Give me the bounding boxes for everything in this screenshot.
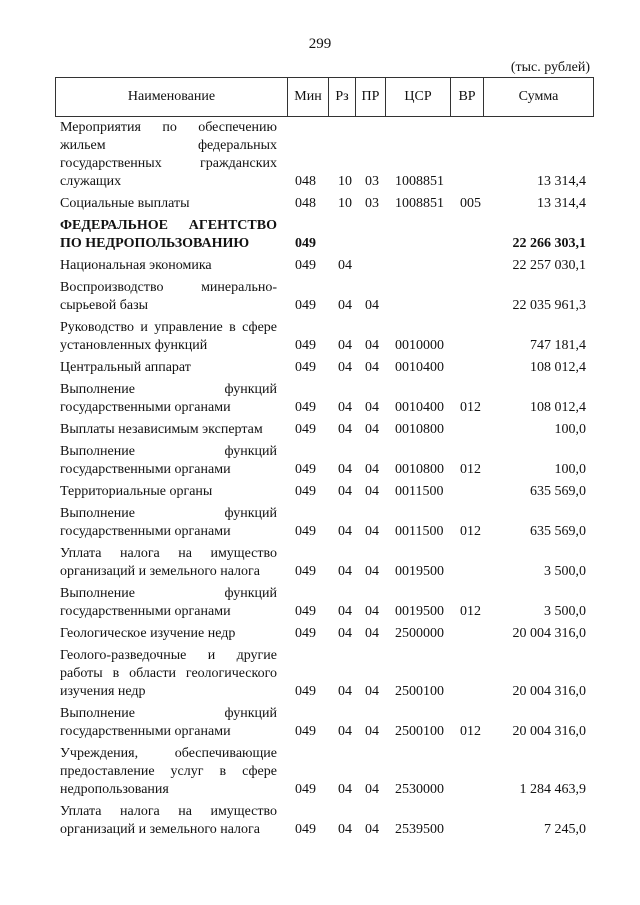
table-row bbox=[55, 217, 593, 253]
table-row bbox=[55, 545, 593, 581]
row-name-line: Руководство и управление в сфере bbox=[60, 320, 277, 335]
row-name bbox=[55, 483, 277, 501]
row-name-line: жильем федеральных bbox=[60, 138, 277, 153]
row-name-line: государственными органами bbox=[60, 724, 231, 739]
row-rz: 04 bbox=[338, 782, 352, 797]
row-min: 049 bbox=[295, 604, 316, 619]
row-min: 049 bbox=[295, 236, 316, 251]
table-row bbox=[55, 195, 593, 213]
row-pr: 04 bbox=[365, 782, 379, 797]
row-min: 049 bbox=[295, 484, 316, 499]
row-name-line: Уплата налога на имущество bbox=[60, 804, 277, 819]
row-pr: 04 bbox=[365, 298, 379, 313]
row-min: 049 bbox=[295, 564, 316, 579]
row-name bbox=[55, 359, 277, 377]
row-name-line: организаций и земельного налога bbox=[60, 564, 260, 579]
row-csr: 2500000 bbox=[395, 626, 444, 641]
row-csr: 1008851 bbox=[395, 174, 444, 189]
row-name-line: Выполнение функций bbox=[60, 506, 277, 521]
row-name bbox=[55, 625, 277, 643]
row-csr: 0019500 bbox=[395, 564, 444, 579]
row-pr: 04 bbox=[365, 684, 379, 699]
row-rz: 04 bbox=[338, 484, 352, 499]
row-min: 049 bbox=[295, 400, 316, 415]
row-pr: 03 bbox=[365, 196, 379, 211]
row-name bbox=[55, 705, 277, 741]
row-csr: 0010400 bbox=[395, 400, 444, 415]
header-csr: ЦСР bbox=[386, 78, 451, 117]
row-sum: 1 284 463,9 bbox=[519, 782, 586, 797]
row-name-line: ФЕДЕРАЛЬНОЕ АГЕНТСТВО bbox=[60, 218, 277, 233]
row-min: 048 bbox=[295, 196, 316, 211]
row-name-line: Учреждения, обеспечивающие bbox=[60, 746, 277, 761]
header-min: Мин bbox=[288, 78, 329, 117]
row-name bbox=[55, 119, 277, 191]
table-row bbox=[55, 705, 593, 741]
row-vr: 012 bbox=[460, 524, 481, 539]
row-csr: 2539500 bbox=[395, 822, 444, 837]
row-min: 049 bbox=[295, 338, 316, 353]
row-name-line: государственными органами bbox=[60, 604, 231, 619]
table-row bbox=[55, 647, 593, 701]
row-name bbox=[55, 279, 277, 315]
row-vr: 012 bbox=[460, 604, 481, 619]
row-rz: 04 bbox=[338, 822, 352, 837]
row-rz: 04 bbox=[338, 422, 352, 437]
table-row bbox=[55, 625, 593, 643]
row-name-line: Уплата налога на имущество bbox=[60, 546, 277, 561]
row-min: 049 bbox=[295, 422, 316, 437]
header-rz: Рз bbox=[329, 78, 356, 117]
table-row bbox=[55, 803, 593, 839]
row-rz: 04 bbox=[338, 338, 352, 353]
row-csr: 2500100 bbox=[395, 684, 444, 699]
row-sum: 20 004 316,0 bbox=[512, 684, 586, 699]
row-name-line: Воспроизводство минерально- bbox=[60, 280, 277, 295]
row-pr: 04 bbox=[365, 422, 379, 437]
row-sum: 747 181,4 bbox=[530, 338, 586, 353]
row-name bbox=[55, 585, 277, 621]
row-rz: 04 bbox=[338, 604, 352, 619]
table-row bbox=[55, 279, 593, 315]
table-row bbox=[55, 443, 593, 479]
row-sum: 13 314,4 bbox=[537, 196, 586, 211]
row-name-line: недропользования bbox=[60, 782, 169, 797]
row-sum: 22 266 303,1 bbox=[512, 236, 586, 251]
row-csr: 1008851 bbox=[395, 196, 444, 211]
row-sum: 100,0 bbox=[554, 422, 586, 437]
row-name-line: Территориальные органы bbox=[60, 484, 213, 499]
row-min: 049 bbox=[295, 626, 316, 641]
row-min: 049 bbox=[295, 462, 316, 477]
row-name bbox=[55, 443, 277, 479]
row-pr: 04 bbox=[365, 462, 379, 477]
row-pr: 03 bbox=[365, 174, 379, 189]
row-pr: 04 bbox=[365, 484, 379, 499]
row-pr: 04 bbox=[365, 822, 379, 837]
row-sum: 635 569,0 bbox=[530, 524, 586, 539]
row-min: 048 bbox=[295, 174, 316, 189]
row-sum: 3 500,0 bbox=[544, 564, 586, 579]
row-sum: 22 257 030,1 bbox=[512, 258, 586, 273]
row-name-line: изучения недр bbox=[60, 684, 146, 699]
row-sum: 20 004 316,0 bbox=[512, 724, 586, 739]
row-name bbox=[55, 319, 277, 355]
row-name-line: сырьевой базы bbox=[60, 298, 148, 313]
row-name bbox=[55, 217, 277, 253]
row-pr: 04 bbox=[365, 338, 379, 353]
row-min: 049 bbox=[295, 782, 316, 797]
row-sum: 108 012,4 bbox=[530, 360, 586, 375]
table-row bbox=[55, 257, 593, 275]
row-min: 049 bbox=[295, 298, 316, 313]
row-csr: 2530000 bbox=[395, 782, 444, 797]
row-csr: 0010800 bbox=[395, 422, 444, 437]
row-name-line: работы в области геологического bbox=[60, 666, 277, 681]
row-name-line: организаций и земельного налога bbox=[60, 822, 260, 837]
row-rz: 04 bbox=[338, 684, 352, 699]
row-name-line: Выполнение функций bbox=[60, 586, 277, 601]
row-csr: 0019500 bbox=[395, 604, 444, 619]
row-rz: 04 bbox=[338, 626, 352, 641]
row-rz: 04 bbox=[338, 298, 352, 313]
table-row bbox=[55, 381, 593, 417]
row-name bbox=[55, 195, 277, 213]
table-row bbox=[55, 505, 593, 541]
row-name bbox=[55, 421, 277, 439]
row-name-line: ПО НЕДРОПОЛЬЗОВАНИЮ bbox=[60, 236, 250, 251]
row-name bbox=[55, 803, 277, 839]
row-rz: 04 bbox=[338, 724, 352, 739]
row-vr: 005 bbox=[460, 196, 481, 211]
row-pr: 04 bbox=[365, 524, 379, 539]
row-name-line: установленных функций bbox=[60, 338, 208, 353]
row-min: 049 bbox=[295, 684, 316, 699]
table-row bbox=[55, 483, 593, 501]
row-name-line: служащих bbox=[60, 174, 122, 189]
row-sum: 108 012,4 bbox=[530, 400, 586, 415]
row-vr: 012 bbox=[460, 462, 481, 477]
header-pr: ПР bbox=[356, 78, 386, 117]
row-name-line: Выплаты независимым экспертам bbox=[60, 422, 263, 437]
row-name bbox=[55, 545, 277, 581]
row-pr: 04 bbox=[365, 564, 379, 579]
row-min: 049 bbox=[295, 524, 316, 539]
row-csr: 0011500 bbox=[395, 484, 444, 499]
row-name-line: Выполнение функций bbox=[60, 444, 277, 459]
row-min: 049 bbox=[295, 724, 316, 739]
page-number: 299 bbox=[308, 36, 332, 52]
row-name bbox=[55, 257, 277, 275]
table-row bbox=[55, 119, 593, 191]
table-row bbox=[55, 359, 593, 377]
row-name-line: Геологическое изучение недр bbox=[60, 626, 236, 641]
row-pr: 04 bbox=[365, 604, 379, 619]
row-csr: 0010800 bbox=[395, 462, 444, 477]
row-rz: 04 bbox=[338, 564, 352, 579]
row-name-line: Национальная экономика bbox=[60, 258, 212, 273]
row-name-line: Выполнение функций bbox=[60, 382, 277, 397]
row-sum: 22 035 961,3 bbox=[512, 298, 586, 313]
row-sum: 7 245,0 bbox=[544, 822, 586, 837]
table-header bbox=[55, 77, 594, 117]
row-pr: 04 bbox=[365, 724, 379, 739]
row-name-line: государственными органами bbox=[60, 462, 231, 477]
header-name: Наименование bbox=[56, 78, 288, 117]
row-sum: 3 500,0 bbox=[544, 604, 586, 619]
row-name-line: Центральный аппарат bbox=[60, 360, 191, 375]
row-rz: 04 bbox=[338, 360, 352, 375]
row-pr: 04 bbox=[365, 400, 379, 415]
row-csr: 0010000 bbox=[395, 338, 444, 353]
row-name-line: государственными органами bbox=[60, 524, 231, 539]
row-name-line: Выполнение функций bbox=[60, 706, 277, 721]
row-csr: 0010400 bbox=[395, 360, 444, 375]
row-rz: 04 bbox=[338, 258, 352, 273]
row-rz: 04 bbox=[338, 524, 352, 539]
row-sum: 100,0 bbox=[554, 462, 586, 477]
row-name-line: государственными органами bbox=[60, 400, 231, 415]
row-name bbox=[55, 505, 277, 541]
units-label: (тыс. рублей) bbox=[510, 60, 590, 75]
header-sum: Сумма bbox=[484, 78, 594, 117]
row-min: 049 bbox=[295, 822, 316, 837]
row-csr: 2500100 bbox=[395, 724, 444, 739]
table-body bbox=[55, 119, 593, 843]
row-name-line: Геолого-разведочные и другие bbox=[60, 648, 277, 663]
row-rz: 04 bbox=[338, 462, 352, 477]
row-sum: 13 314,4 bbox=[537, 174, 586, 189]
row-csr: 0011500 bbox=[395, 524, 444, 539]
row-rz: 10 bbox=[338, 196, 352, 211]
row-name bbox=[55, 381, 277, 417]
row-vr: 012 bbox=[460, 724, 481, 739]
row-min: 049 bbox=[295, 258, 316, 273]
table-row bbox=[55, 421, 593, 439]
row-vr: 012 bbox=[460, 400, 481, 415]
row-name-line: Мероприятия по обеспечению bbox=[60, 120, 277, 135]
row-name bbox=[55, 647, 277, 701]
table-row bbox=[55, 585, 593, 621]
header-vr: ВР bbox=[451, 78, 484, 117]
row-pr: 04 bbox=[365, 360, 379, 375]
row-rz: 04 bbox=[338, 400, 352, 415]
row-sum: 20 004 316,0 bbox=[512, 626, 586, 641]
row-sum: 635 569,0 bbox=[530, 484, 586, 499]
row-name-line: государственных гражданских bbox=[60, 156, 277, 171]
row-name-line: Социальные выплаты bbox=[60, 196, 190, 211]
row-name-line: предоставление услуг в сфере bbox=[60, 764, 277, 779]
row-min: 049 bbox=[295, 360, 316, 375]
table-row bbox=[55, 745, 593, 799]
row-pr: 04 bbox=[365, 626, 379, 641]
table-row bbox=[55, 319, 593, 355]
row-name bbox=[55, 745, 277, 799]
row-rz: 10 bbox=[338, 174, 352, 189]
